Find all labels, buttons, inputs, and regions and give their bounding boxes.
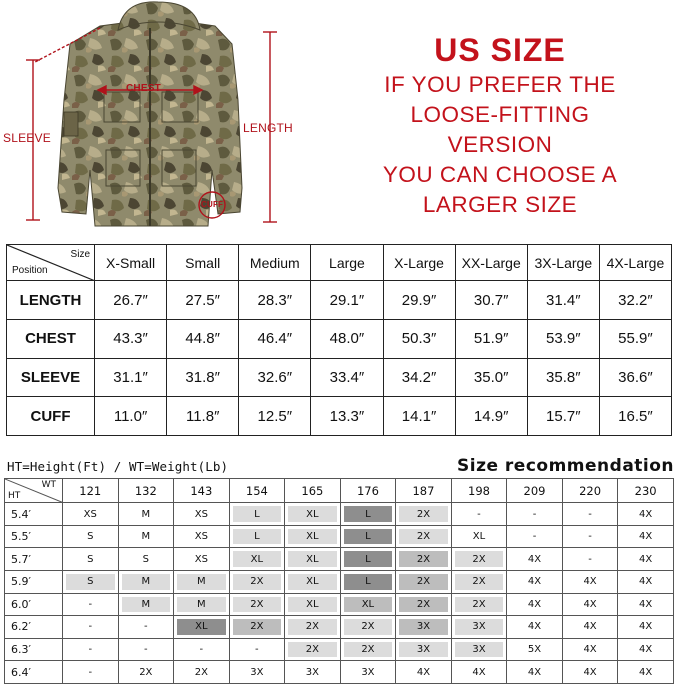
recommended-size-cell xyxy=(618,525,674,548)
weight-header: 165 xyxy=(285,479,341,503)
weight-header: 230 xyxy=(618,479,674,503)
recommended-size-value: XS xyxy=(83,508,97,520)
recommended-size-cell xyxy=(229,548,285,571)
recommended-size-cell xyxy=(118,503,174,526)
position-name: CHEST xyxy=(7,320,95,359)
recommended-size-cell xyxy=(340,503,396,526)
recommended-size-cell xyxy=(507,570,563,593)
recommended-size-cell xyxy=(451,616,507,639)
recommended-size-cell xyxy=(340,593,396,616)
cuff-label: CUFF xyxy=(201,200,224,209)
recommended-size-value: 4X xyxy=(583,666,597,678)
recommended-size-cell xyxy=(451,503,507,526)
size-header: Medium xyxy=(239,245,311,281)
height-weight-legend: HT=Height(Ft) / WT=Weight(Lb) xyxy=(7,459,229,474)
measurement-value: 28.3″ xyxy=(239,281,311,320)
recommended-size-cell xyxy=(618,661,674,684)
measurement-value: 46.4″ xyxy=(239,320,311,359)
size-recommendation-table xyxy=(4,478,674,684)
headline-line: LOOSE-FITTING xyxy=(410,102,590,127)
weight-header: 121 xyxy=(63,479,119,503)
size-row-sleeve xyxy=(7,358,672,397)
length-label: LENGTH xyxy=(243,121,293,135)
measurement-value: 29.1″ xyxy=(311,281,383,320)
recommended-size-cell xyxy=(340,570,396,593)
height-label: 5.7′ xyxy=(5,548,63,571)
ht-wt-corner xyxy=(5,479,63,503)
recommended-size-value: L xyxy=(344,506,393,522)
recommended-size-cell xyxy=(507,638,563,661)
position-name: LENGTH xyxy=(7,281,95,320)
recommended-size-cell xyxy=(396,616,452,639)
recommended-size-value: - xyxy=(532,531,537,543)
size-chart-table xyxy=(6,244,672,436)
size-position-corner xyxy=(7,245,95,281)
measurement-value: 50.3″ xyxy=(383,320,455,359)
recommended-size-value: 2X xyxy=(233,597,282,613)
size-row-chest xyxy=(7,320,672,359)
headline-line: VERSION xyxy=(447,132,553,157)
measurement-value: 12.5″ xyxy=(239,397,311,436)
recommended-size-cell xyxy=(340,548,396,571)
recommended-size-cell xyxy=(174,638,230,661)
recommended-size-cell xyxy=(562,616,618,639)
recommended-size-cell xyxy=(63,548,119,571)
recommended-size-value: 2X xyxy=(455,597,504,613)
size-row-cuff xyxy=(7,397,672,436)
measurement-value: 26.7″ xyxy=(95,281,167,320)
height-label: 6.0′ xyxy=(5,593,63,616)
corner-ht-label: HT xyxy=(8,491,21,502)
corner-size-label: Size xyxy=(70,249,90,260)
headline-line: YOU CAN CHOOSE A xyxy=(382,162,618,187)
recommended-size-value: M xyxy=(122,574,171,590)
recommended-size-cell xyxy=(396,570,452,593)
recommended-size-cell xyxy=(229,593,285,616)
recommended-size-cell xyxy=(229,638,285,661)
weight-header: 187 xyxy=(396,479,452,503)
recommended-size-cell xyxy=(118,525,174,548)
recommended-size-value: XL xyxy=(472,531,486,543)
recommended-size-value: - xyxy=(255,644,259,656)
recommended-size-value: L xyxy=(344,551,393,567)
recommended-size-value: - xyxy=(88,621,93,633)
recommended-size-cell xyxy=(618,503,674,526)
recommended-size-cell xyxy=(340,525,396,548)
size-header-row xyxy=(7,245,672,281)
recommended-size-value: XS xyxy=(194,553,208,565)
measurement-value: 29.9″ xyxy=(383,281,455,320)
us-size-headline xyxy=(330,30,670,220)
height-label: 5.9′ xyxy=(5,570,63,593)
recommended-size-cell xyxy=(562,570,618,593)
recommended-size-value: 2X xyxy=(399,529,448,545)
recommended-size-cell xyxy=(63,616,119,639)
recommended-size-value: - xyxy=(88,598,93,610)
recommended-size-cell xyxy=(63,570,119,593)
recommended-size-cell xyxy=(618,638,674,661)
recommended-size-value: 3X xyxy=(399,619,448,635)
position-name: SLEEVE xyxy=(7,358,95,397)
recommended-size-value: - xyxy=(88,644,93,656)
weight-header: 198 xyxy=(451,479,507,503)
recommended-size-cell xyxy=(285,593,341,616)
recommended-size-value: XL xyxy=(344,597,393,613)
corner-position-label: Position xyxy=(12,265,48,277)
sleeve-label: SLEEVE xyxy=(3,131,51,145)
measurement-value: 44.8″ xyxy=(167,320,239,359)
recommended-size-value: 3X xyxy=(250,666,264,678)
recommended-size-value: 3X xyxy=(361,666,375,678)
recommended-size-value: 4X xyxy=(416,666,431,678)
recommended-size-value: - xyxy=(532,508,537,520)
recommended-size-value: 4X xyxy=(639,508,653,520)
recommended-size-value: 4X xyxy=(527,598,542,610)
recommended-size-cell xyxy=(562,525,618,548)
recommended-size-value: M xyxy=(177,597,226,613)
measurement-value: 35.0″ xyxy=(455,358,527,397)
size-header: X-Large xyxy=(383,245,455,281)
weight-header-row xyxy=(5,479,674,503)
recommended-size-value: S xyxy=(87,553,94,565)
size-header: XX-Large xyxy=(455,245,527,281)
recommended-size-cell xyxy=(451,525,507,548)
recommended-size-cell xyxy=(63,593,119,616)
recommended-size-value: 2X xyxy=(344,642,393,658)
measurement-value: 13.3″ xyxy=(311,397,383,436)
recommended-size-cell xyxy=(285,570,341,593)
recommended-size-cell xyxy=(229,616,285,639)
recommended-size-value: 4X xyxy=(639,644,653,656)
recommended-size-value: XL xyxy=(177,619,226,635)
recommended-size-value: S xyxy=(66,574,115,590)
headline-line: IF YOU PREFER THE xyxy=(384,72,616,97)
recommended-size-cell xyxy=(507,593,563,616)
recommended-size-value: 2X xyxy=(399,574,448,590)
size-header: 4X-Large xyxy=(599,245,671,281)
measurement-value: 11.8″ xyxy=(167,397,239,436)
recommended-size-value: 3X xyxy=(455,642,504,658)
recommended-size-value: L xyxy=(344,529,393,545)
recommended-size-value: 4X xyxy=(527,576,542,588)
recommended-size-value: 4X xyxy=(639,531,653,543)
chest-label: CHEST xyxy=(126,83,161,94)
recommended-size-value: S xyxy=(142,553,149,565)
recommended-size-value: 2X xyxy=(288,619,337,635)
height-label: 6.4′ xyxy=(5,661,63,684)
recommended-size-cell xyxy=(451,548,507,571)
height-label: 5.5′ xyxy=(5,525,63,548)
measurement-value: 14.9″ xyxy=(455,397,527,436)
recommended-size-cell xyxy=(229,525,285,548)
weight-header: 143 xyxy=(174,479,230,503)
recommended-size-value: - xyxy=(199,644,204,656)
height-label: 6.2′ xyxy=(5,616,63,639)
recommended-size-cell xyxy=(618,548,674,571)
recommended-size-cell xyxy=(229,503,285,526)
recommended-size-value: 5X xyxy=(527,644,542,656)
jacket-image xyxy=(0,0,310,232)
recommended-size-cell xyxy=(507,503,563,526)
recommended-size-cell xyxy=(507,525,563,548)
measurement-value: 51.9″ xyxy=(455,320,527,359)
recommended-size-value: S xyxy=(87,531,94,543)
height-label: 6.3′ xyxy=(5,638,63,661)
recommended-size-cell xyxy=(118,661,174,684)
measurement-value: 15.7″ xyxy=(527,397,599,436)
recommended-size-value: - xyxy=(588,553,592,565)
height-row xyxy=(5,638,674,661)
recommended-size-cell xyxy=(229,661,285,684)
measurement-value: 35.8″ xyxy=(527,358,599,397)
measurement-value: 32.6″ xyxy=(239,358,311,397)
jacket-measurement-diagram xyxy=(0,0,310,232)
recommended-size-cell xyxy=(63,503,119,526)
recommended-size-cell xyxy=(507,661,563,684)
recommended-size-value: 2X xyxy=(399,551,448,567)
recommended-size-cell xyxy=(118,570,174,593)
recommended-size-value: 4X xyxy=(472,666,486,678)
weight-header: 154 xyxy=(229,479,285,503)
recommended-size-value: XS xyxy=(194,508,208,520)
recommended-size-value: 2X xyxy=(399,597,448,613)
position-name: CUFF xyxy=(7,397,95,436)
recommended-size-cell xyxy=(396,525,452,548)
recommended-size-value: 4X xyxy=(527,553,542,565)
recommended-size-value: 2X xyxy=(399,506,448,522)
recommended-size-cell xyxy=(562,593,618,616)
size-recommendation-title: Size recommendation xyxy=(457,456,675,476)
recommended-size-value: 3X xyxy=(455,619,504,635)
recommended-size-cell xyxy=(507,548,563,571)
recommended-size-cell xyxy=(174,548,230,571)
recommended-size-value: 3X xyxy=(305,666,319,678)
recommended-size-cell xyxy=(285,661,341,684)
height-row xyxy=(5,525,674,548)
recommended-size-cell xyxy=(340,661,396,684)
recommended-size-value: - xyxy=(88,666,93,678)
recommended-size-value: 2X xyxy=(233,574,282,590)
recommended-size-cell xyxy=(618,570,674,593)
recommended-size-value: 2X xyxy=(455,574,504,590)
recommended-size-value: 4X xyxy=(639,621,653,633)
recommended-size-cell xyxy=(174,525,230,548)
measurement-value: 30.7″ xyxy=(455,281,527,320)
height-row xyxy=(5,548,674,571)
recommended-size-value: L xyxy=(233,529,282,545)
recommended-size-cell xyxy=(396,661,452,684)
recommended-size-value: XS xyxy=(194,531,208,543)
measurement-value: 32.2″ xyxy=(599,281,671,320)
recommended-size-cell xyxy=(285,616,341,639)
measurement-value: 31.1″ xyxy=(95,358,167,397)
recommended-size-value: - xyxy=(143,644,148,656)
recommended-size-cell xyxy=(174,503,230,526)
recommended-size-cell xyxy=(174,661,230,684)
recommended-size-value: XL xyxy=(288,551,337,567)
recommended-size-cell xyxy=(118,616,174,639)
weight-header: 176 xyxy=(340,479,396,503)
height-row xyxy=(5,570,674,593)
weight-header: 132 xyxy=(118,479,174,503)
measurement-value: 55.9″ xyxy=(599,320,671,359)
recommended-size-cell xyxy=(174,593,230,616)
recommended-size-value: 4X xyxy=(583,621,597,633)
recommended-size-cell xyxy=(118,593,174,616)
recommended-size-value: 2X xyxy=(344,619,393,635)
recommended-size-cell xyxy=(451,638,507,661)
recommended-size-cell xyxy=(396,548,452,571)
recommended-size-value: - xyxy=(477,508,481,520)
recommended-size-cell xyxy=(340,616,396,639)
recommended-size-value: 2X xyxy=(233,619,282,635)
measurement-value: 48.0″ xyxy=(311,320,383,359)
recommended-size-cell xyxy=(562,503,618,526)
recommended-size-cell xyxy=(396,503,452,526)
size-header: Small xyxy=(167,245,239,281)
recommended-size-value: XL xyxy=(288,574,337,590)
recommended-size-value: 4X xyxy=(527,621,542,633)
recommended-size-cell xyxy=(340,638,396,661)
size-row-length xyxy=(7,281,672,320)
measurement-value: 36.6″ xyxy=(599,358,671,397)
recommended-size-value: - xyxy=(588,531,592,543)
recommended-size-value: M xyxy=(177,574,226,590)
measurement-value: 34.2″ xyxy=(383,358,455,397)
recommended-size-cell xyxy=(618,593,674,616)
headline-title: US SIZE xyxy=(434,32,566,68)
recommended-size-cell xyxy=(285,548,341,571)
recommended-size-value: 4X xyxy=(639,598,653,610)
recommended-size-cell xyxy=(562,661,618,684)
recommended-size-value: 2X xyxy=(455,551,504,567)
size-header: X-Small xyxy=(95,245,167,281)
measurement-value: 33.4″ xyxy=(311,358,383,397)
headline-line: LARGER SIZE xyxy=(422,192,578,217)
recommended-size-cell xyxy=(63,661,119,684)
recommended-size-cell xyxy=(63,525,119,548)
recommended-size-value: 4X xyxy=(527,666,542,678)
recommended-size-cell xyxy=(451,661,507,684)
recommended-size-value: 4X xyxy=(639,576,653,588)
recommended-size-value: 4X xyxy=(639,553,653,565)
height-row xyxy=(5,661,674,684)
recommended-size-value: XL xyxy=(288,597,337,613)
recommended-size-cell xyxy=(285,525,341,548)
recommended-size-cell xyxy=(118,548,174,571)
recommended-size-value: 4X xyxy=(583,644,597,656)
recommended-size-cell xyxy=(229,570,285,593)
recommended-size-value: 3X xyxy=(399,642,448,658)
height-label: 5.4′ xyxy=(5,503,63,526)
weight-header: 209 xyxy=(507,479,563,503)
recommended-size-cell xyxy=(63,638,119,661)
recommended-size-cell xyxy=(174,570,230,593)
recommended-size-cell xyxy=(451,570,507,593)
recommended-size-value: 4X xyxy=(583,576,597,588)
recommended-size-value: XL xyxy=(233,551,282,567)
recommended-size-cell xyxy=(396,638,452,661)
recommended-size-value: 2X xyxy=(139,666,153,678)
recommended-size-cell xyxy=(285,503,341,526)
measurement-value: 43.3″ xyxy=(95,320,167,359)
recommended-size-cell xyxy=(618,616,674,639)
recommended-size-value: 2X xyxy=(194,666,208,678)
recommended-size-value: XL xyxy=(288,529,337,545)
height-row xyxy=(5,503,674,526)
recommended-size-value: M xyxy=(141,508,151,520)
measurement-value: 14.1″ xyxy=(383,397,455,436)
measurement-value: 53.9″ xyxy=(527,320,599,359)
recommended-size-value: - xyxy=(588,508,592,520)
recommended-size-cell xyxy=(562,548,618,571)
recommended-size-cell xyxy=(451,593,507,616)
weight-header: 220 xyxy=(562,479,618,503)
measurement-value: 16.5″ xyxy=(599,397,671,436)
recommended-size-value: 4X xyxy=(583,598,597,610)
recommended-size-cell xyxy=(174,616,230,639)
recommended-size-value: 2X xyxy=(288,642,337,658)
recommended-size-value: XL xyxy=(288,506,337,522)
recommended-size-cell xyxy=(562,638,618,661)
measurement-value: 11.0″ xyxy=(95,397,167,436)
size-header: 3X-Large xyxy=(527,245,599,281)
height-row xyxy=(5,593,674,616)
recommended-size-cell xyxy=(507,616,563,639)
recommended-size-value: L xyxy=(344,574,393,590)
recommended-size-cell xyxy=(118,638,174,661)
recommended-size-value: M xyxy=(122,597,171,613)
measurement-value: 31.8″ xyxy=(167,358,239,397)
recommended-size-cell xyxy=(396,593,452,616)
measurement-value: 27.5″ xyxy=(167,281,239,320)
height-row xyxy=(5,616,674,639)
corner-wt-label: WT xyxy=(41,480,56,490)
recommended-size-value: 4X xyxy=(639,666,653,678)
recommended-size-value: L xyxy=(233,506,282,522)
measurement-value: 31.4″ xyxy=(527,281,599,320)
recommended-size-value: - xyxy=(143,621,148,633)
recommended-size-value: M xyxy=(141,531,151,543)
recommended-size-cell xyxy=(285,638,341,661)
size-header: Large xyxy=(311,245,383,281)
